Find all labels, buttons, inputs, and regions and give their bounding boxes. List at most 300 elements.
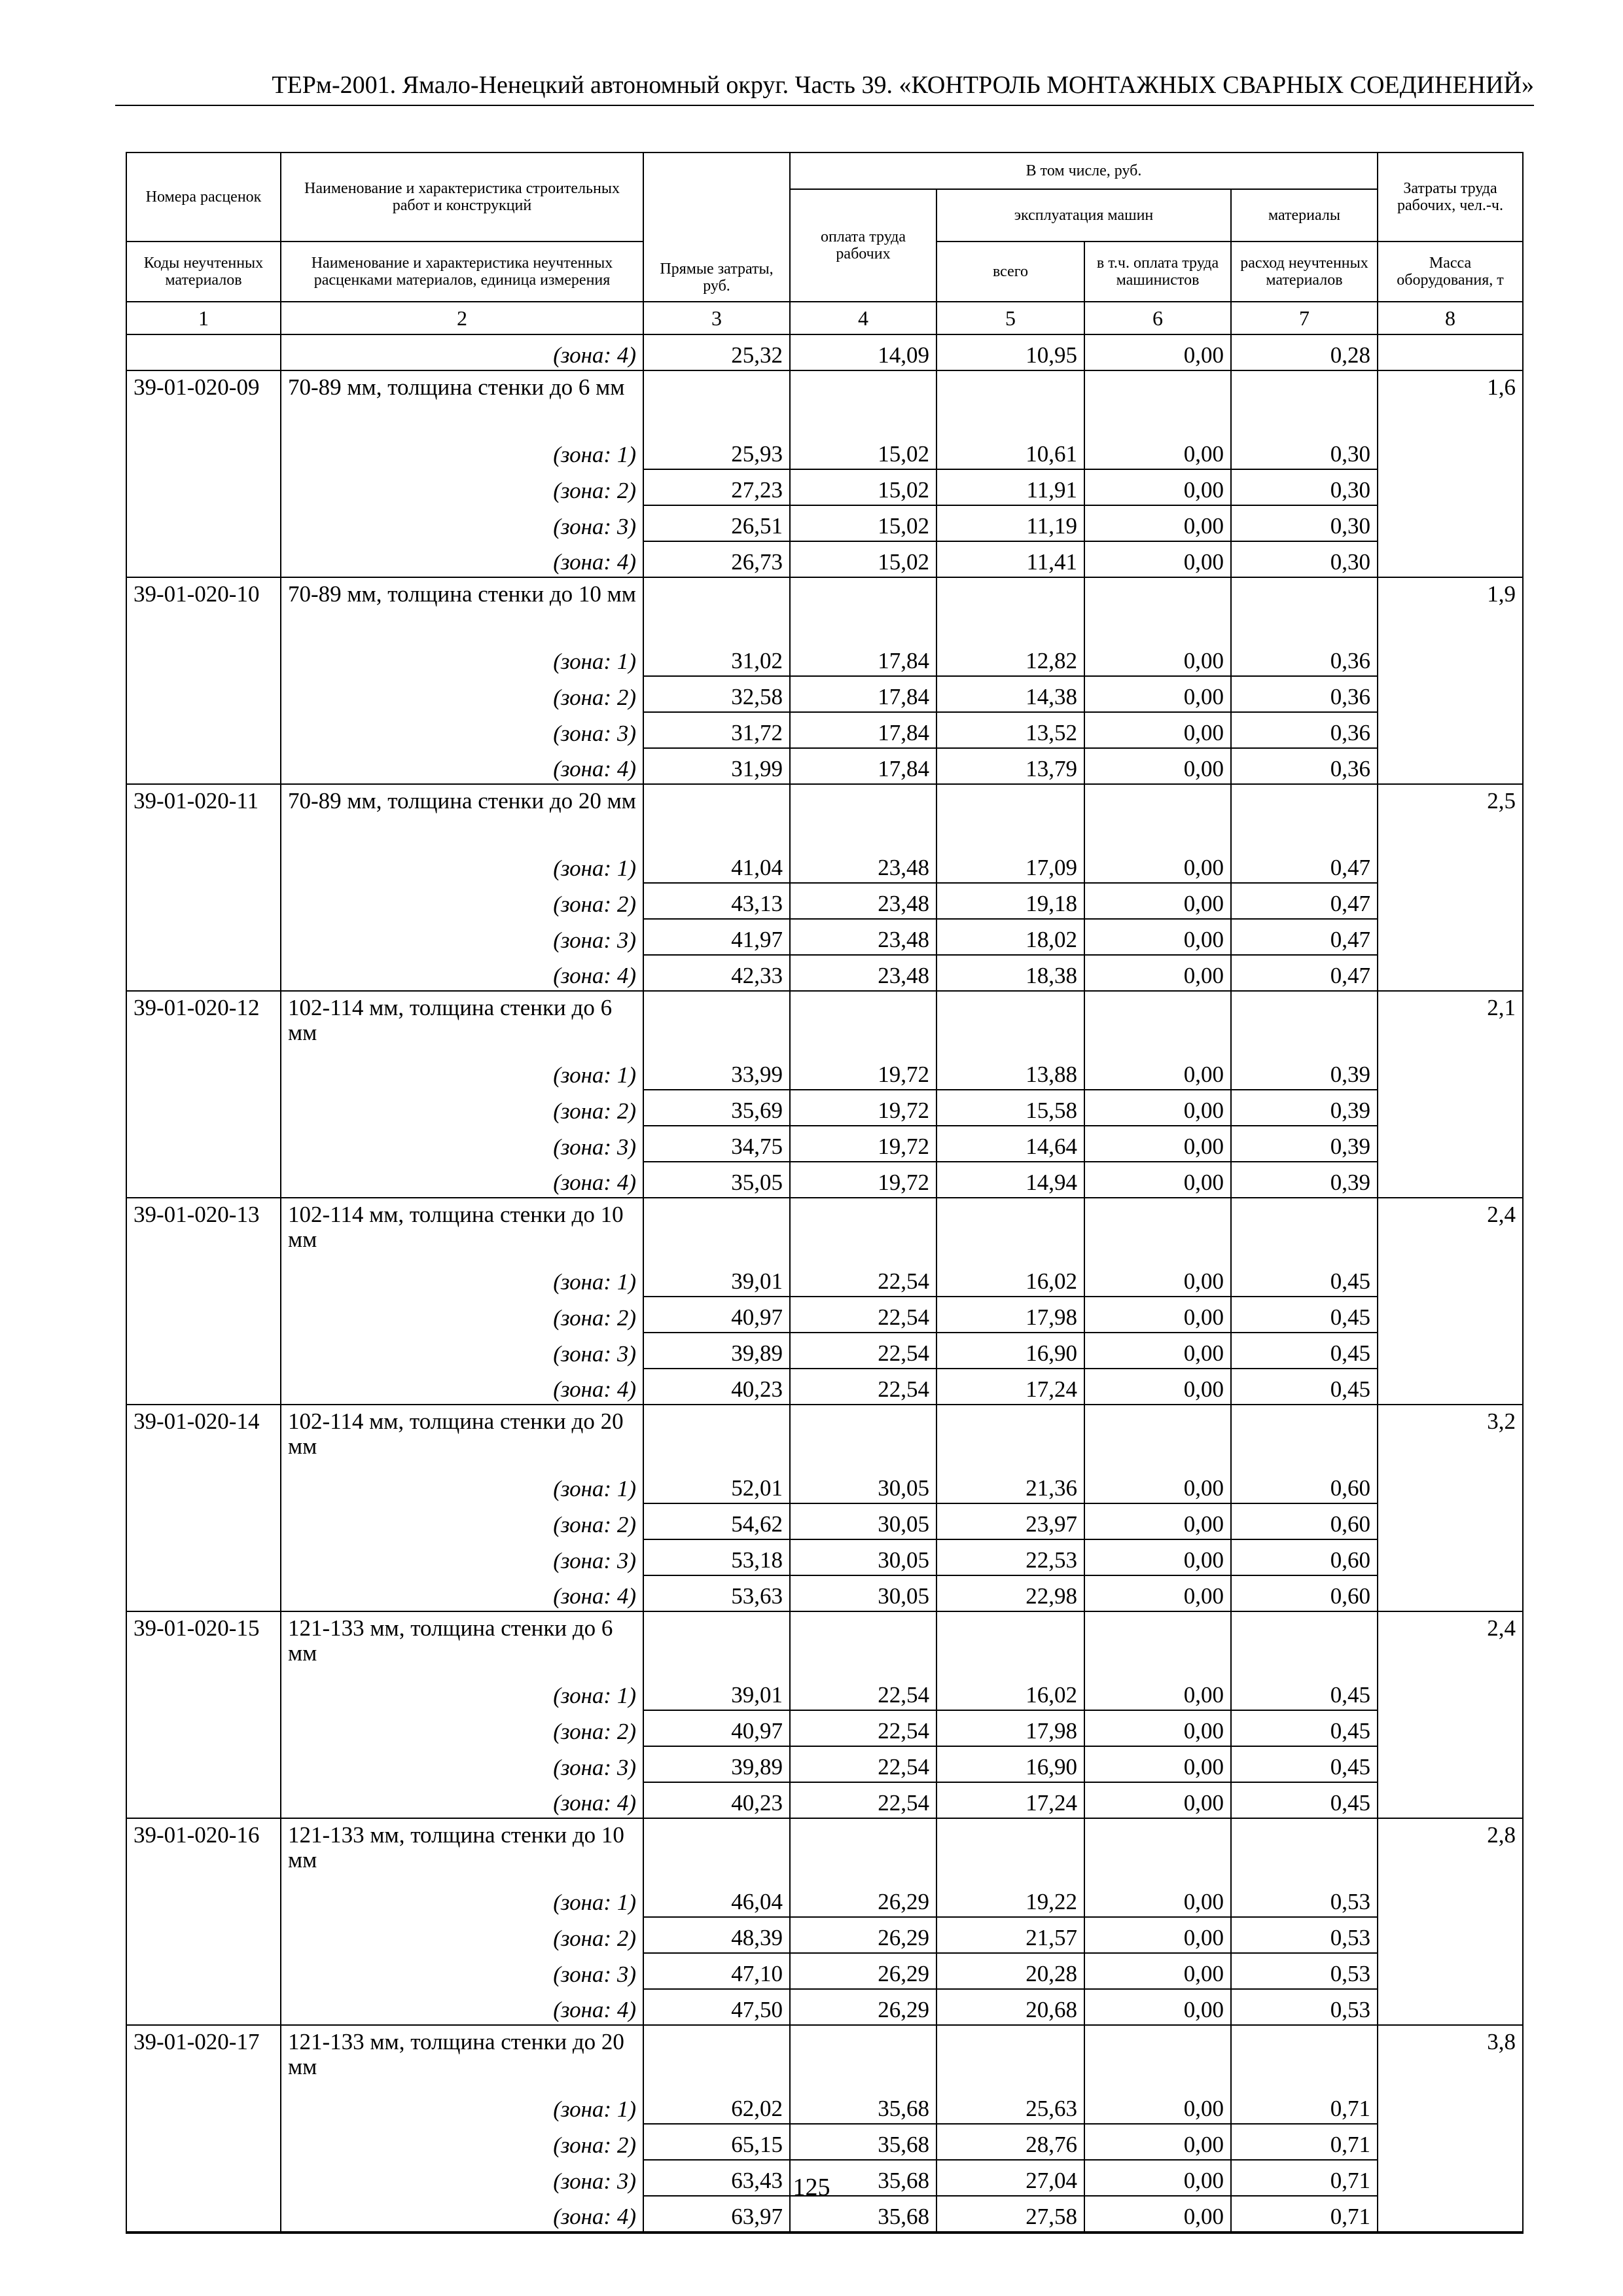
materials-cell: 0,45 bbox=[1231, 1746, 1378, 1782]
materials-cell: 0,71 bbox=[1231, 2089, 1378, 2124]
rate-description: 121-133 мм, толщина стенки до 10 мм bbox=[281, 1818, 643, 1882]
table-row bbox=[126, 505, 1523, 541]
header-materials: материалы bbox=[1231, 189, 1378, 242]
empty-cell bbox=[126, 1369, 281, 1405]
table-row bbox=[126, 748, 1523, 784]
empty-cell bbox=[1378, 505, 1523, 541]
operator-pay-cell: 0,00 bbox=[1084, 1989, 1231, 2025]
zone-label: (зона: 1) bbox=[281, 641, 643, 676]
direct-cost-cell: 52,01 bbox=[643, 1468, 790, 1503]
materials-cell: 0,30 bbox=[1231, 434, 1378, 469]
header-machine-total: всего bbox=[936, 242, 1084, 302]
header-material-names: Наименование и характеристика неучтенных расценками материалов, единица измерения bbox=[281, 242, 643, 302]
operator-pay-cell: 0,00 bbox=[1084, 1746, 1231, 1782]
materials-cell: 0,47 bbox=[1231, 919, 1378, 955]
empty-cell bbox=[126, 1539, 281, 1575]
operator-pay-cell: 0,00 bbox=[1084, 1675, 1231, 1710]
empty-cell bbox=[1378, 1503, 1523, 1539]
zone-label: (зона: 1) bbox=[281, 1468, 643, 1503]
empty-cell bbox=[1084, 370, 1231, 434]
empty-cell bbox=[790, 1198, 936, 1261]
worker-pay-cell: 19,72 bbox=[790, 1162, 936, 1198]
empty-cell bbox=[126, 1953, 281, 1989]
machine-total-cell: 22,98 bbox=[936, 1575, 1084, 1611]
worker-pay-cell: 22,54 bbox=[790, 1333, 936, 1369]
table-row bbox=[126, 1539, 1523, 1575]
empty-cell bbox=[1378, 1989, 1523, 2025]
zone-label: (зона: 3) bbox=[281, 505, 643, 541]
machine-total-cell: 14,64 bbox=[936, 1126, 1084, 1162]
empty-cell bbox=[1378, 1539, 1523, 1575]
empty-cell bbox=[1378, 1090, 1523, 1126]
zone-label: (зона: 2) bbox=[281, 1917, 643, 1953]
worker-pay-cell: 17,84 bbox=[790, 641, 936, 676]
empty-cell bbox=[936, 370, 1084, 434]
header-work-name: Наименование и характеристика строительных работ и конструкций bbox=[281, 152, 643, 242]
rate-description: 121-133 мм, толщина стенки до 6 мм bbox=[281, 1611, 643, 1675]
empty-cell bbox=[1084, 1611, 1231, 1675]
zone-label: (зона: 3) bbox=[281, 712, 643, 748]
table-row bbox=[126, 1126, 1523, 1162]
direct-cost-cell: 39,01 bbox=[643, 1675, 790, 1710]
empty-cell bbox=[790, 1405, 936, 1468]
empty-cell bbox=[643, 1818, 790, 1882]
direct-cost-cell: 39,89 bbox=[643, 1746, 790, 1782]
rate-entry-row bbox=[126, 1818, 1523, 1882]
worker-pay-cell: 22,54 bbox=[790, 1746, 936, 1782]
machine-total-cell: 27,04 bbox=[936, 2160, 1084, 2196]
equipment-mass: 2,8 bbox=[1378, 1818, 1523, 1882]
materials-cell: 0,36 bbox=[1231, 748, 1378, 784]
worker-pay-cell: 23,48 bbox=[790, 919, 936, 955]
rate-code: 39-01-020-09 bbox=[126, 370, 281, 434]
zone-label: (зона: 4) bbox=[281, 1782, 643, 1818]
empty-cell bbox=[126, 1675, 281, 1710]
rates-table bbox=[126, 152, 1524, 2234]
direct-cost-cell: 41,04 bbox=[643, 848, 790, 883]
rate-description: 121-133 мм, толщина стенки до 20 мм bbox=[281, 2025, 643, 2089]
zone-label: (зона: 4) bbox=[281, 1989, 643, 2025]
operator-pay-cell: 0,00 bbox=[1084, 434, 1231, 469]
zone-label: (зона: 2) bbox=[281, 1503, 643, 1539]
empty-cell bbox=[126, 2089, 281, 2124]
zone-label: (зона: 1) bbox=[281, 434, 643, 469]
direct-cost-cell: 53,18 bbox=[643, 1539, 790, 1575]
zone-label: (зона: 2) bbox=[281, 1090, 643, 1126]
machine-total-cell: 18,38 bbox=[936, 955, 1084, 991]
materials-cell: 0,36 bbox=[1231, 641, 1378, 676]
operator-pay-cell: 0,00 bbox=[1084, 1503, 1231, 1539]
empty-cell bbox=[1231, 2025, 1378, 2089]
worker-pay-cell: 35,68 bbox=[790, 2160, 936, 2196]
machine-total-cell: 19,22 bbox=[936, 1882, 1084, 1917]
direct-cost-cell: 46,04 bbox=[643, 1882, 790, 1917]
materials-cell: 0,60 bbox=[1231, 1539, 1378, 1575]
column-number: 5 bbox=[936, 302, 1084, 334]
empty-cell bbox=[126, 1746, 281, 1782]
machine-total-cell: 25,63 bbox=[936, 2089, 1084, 2124]
zone-label: (зона: 2) bbox=[281, 469, 643, 505]
materials-cell: 0,39 bbox=[1231, 1162, 1378, 1198]
empty-cell bbox=[1378, 2124, 1523, 2160]
table-row bbox=[126, 1575, 1523, 1611]
rate-entry-row bbox=[126, 1611, 1523, 1675]
zone-label: (зона: 4) bbox=[281, 955, 643, 991]
empty-cell bbox=[126, 1054, 281, 1090]
operator-pay-cell: 0,00 bbox=[1084, 676, 1231, 712]
empty-cell bbox=[1378, 712, 1523, 748]
machine-total-cell: 11,41 bbox=[936, 541, 1084, 577]
operator-pay-cell: 0,00 bbox=[1084, 2124, 1231, 2160]
empty-cell bbox=[643, 1198, 790, 1261]
empty-cell bbox=[936, 1818, 1084, 1882]
worker-pay-cell: 17,84 bbox=[790, 748, 936, 784]
rate-description: 102-114 мм, толщина стенки до 20 мм bbox=[281, 1405, 643, 1468]
materials-cell: 0,30 bbox=[1231, 505, 1378, 541]
empty-cell bbox=[1231, 784, 1378, 848]
empty-cell bbox=[1378, 1126, 1523, 1162]
direct-cost-cell: 33,99 bbox=[643, 1054, 790, 1090]
zone-label: (зона: 3) bbox=[281, 1126, 643, 1162]
operator-pay-cell: 0,00 bbox=[1084, 955, 1231, 991]
empty-cell bbox=[126, 1162, 281, 1198]
empty-cell bbox=[126, 334, 281, 370]
empty-cell bbox=[936, 577, 1084, 641]
rate-code: 39-01-020-12 bbox=[126, 991, 281, 1054]
operator-pay-cell: 0,00 bbox=[1084, 505, 1231, 541]
machine-total-cell: 13,88 bbox=[936, 1054, 1084, 1090]
empty-cell bbox=[790, 991, 936, 1054]
empty-cell bbox=[1084, 991, 1231, 1054]
worker-pay-cell: 30,05 bbox=[790, 1468, 936, 1503]
rate-description: 70-89 мм, толщина стенки до 10 мм bbox=[281, 577, 643, 641]
direct-cost-cell: 54,62 bbox=[643, 1503, 790, 1539]
empty-cell bbox=[126, 1468, 281, 1503]
worker-pay-cell: 30,05 bbox=[790, 1575, 936, 1611]
empty-cell bbox=[126, 1090, 281, 1126]
empty-cell bbox=[126, 1333, 281, 1369]
direct-cost-cell: 53,63 bbox=[643, 1575, 790, 1611]
rate-code: 39-01-020-15 bbox=[126, 1611, 281, 1675]
empty-cell bbox=[1231, 577, 1378, 641]
rate-code: 39-01-020-13 bbox=[126, 1198, 281, 1261]
direct-cost-cell: 35,05 bbox=[643, 1162, 790, 1198]
zone-label: (зона: 3) bbox=[281, 1953, 643, 1989]
empty-cell bbox=[126, 1882, 281, 1917]
worker-pay-cell: 23,48 bbox=[790, 848, 936, 883]
machine-total-cell: 15,58 bbox=[936, 1090, 1084, 1126]
empty-cell bbox=[790, 1611, 936, 1675]
zone-label: (зона: 4) bbox=[281, 1162, 643, 1198]
equipment-mass: 1,6 bbox=[1378, 370, 1523, 434]
worker-pay-cell: 19,72 bbox=[790, 1090, 936, 1126]
zone-label: (зона: 4) bbox=[281, 748, 643, 784]
worker-pay-cell: 17,84 bbox=[790, 676, 936, 712]
machine-total-cell: 17,24 bbox=[936, 1782, 1084, 1818]
materials-cell: 0,71 bbox=[1231, 2124, 1378, 2160]
table-row bbox=[126, 1297, 1523, 1333]
empty-cell bbox=[126, 883, 281, 919]
worker-pay-cell: 22,54 bbox=[790, 1675, 936, 1710]
table-row bbox=[126, 1333, 1523, 1369]
empty-cell bbox=[1084, 1198, 1231, 1261]
zone-label: (зона: 2) bbox=[281, 1710, 643, 1746]
zone-label: (зона: 4) bbox=[281, 541, 643, 577]
table-row bbox=[126, 955, 1523, 991]
operator-pay-cell: 0,00 bbox=[1084, 1782, 1231, 1818]
machine-total-cell: 16,02 bbox=[936, 1675, 1084, 1710]
direct-cost-cell: 40,97 bbox=[643, 1710, 790, 1746]
zone-label: (зона: 3) bbox=[281, 919, 643, 955]
direct-cost-cell: 43,13 bbox=[643, 883, 790, 919]
direct-cost-cell: 65,15 bbox=[643, 2124, 790, 2160]
equipment-mass: 3,8 bbox=[1378, 2025, 1523, 2089]
zone-label: (зона: 2) bbox=[281, 2124, 643, 2160]
empty-cell bbox=[126, 919, 281, 955]
materials-cell: 0,47 bbox=[1231, 883, 1378, 919]
empty-cell bbox=[643, 2025, 790, 2089]
empty-cell bbox=[1378, 1746, 1523, 1782]
empty-cell bbox=[1231, 1818, 1378, 1882]
zone-label: (зона: 1) bbox=[281, 848, 643, 883]
table-row bbox=[126, 848, 1523, 883]
machine-total-cell: 11,19 bbox=[936, 505, 1084, 541]
empty-cell bbox=[643, 1611, 790, 1675]
worker-pay-cell: 23,48 bbox=[790, 883, 936, 919]
machine-total-cell: 19,18 bbox=[936, 883, 1084, 919]
worker-pay-cell: 23,48 bbox=[790, 955, 936, 991]
machine-total-cell: 10,95 bbox=[936, 334, 1084, 370]
worker-pay-cell: 15,02 bbox=[790, 541, 936, 577]
table-row bbox=[126, 1710, 1523, 1746]
materials-cell: 0,36 bbox=[1231, 676, 1378, 712]
empty-cell bbox=[1084, 2025, 1231, 2089]
operator-pay-cell: 0,00 bbox=[1084, 1917, 1231, 1953]
zone-label: (зона: 2) bbox=[281, 1297, 643, 1333]
machine-total-cell: 22,53 bbox=[936, 1539, 1084, 1575]
zone-label: (зона: 4) bbox=[281, 1369, 643, 1405]
empty-cell bbox=[1378, 1333, 1523, 1369]
empty-cell bbox=[790, 2025, 936, 2089]
empty-cell bbox=[1378, 1575, 1523, 1611]
operator-pay-cell: 0,00 bbox=[1084, 1539, 1231, 1575]
empty-cell bbox=[126, 1575, 281, 1611]
worker-pay-cell: 22,54 bbox=[790, 1782, 936, 1818]
column-number: 4 bbox=[790, 302, 936, 334]
empty-cell bbox=[1378, 1054, 1523, 1090]
machine-total-cell: 16,90 bbox=[936, 1746, 1084, 1782]
equipment-mass: 1,9 bbox=[1378, 577, 1523, 641]
machine-total-cell: 20,68 bbox=[936, 1989, 1084, 2025]
equipment-mass: 2,4 bbox=[1378, 1611, 1523, 1675]
worker-pay-cell: 35,68 bbox=[790, 2089, 936, 2124]
worker-pay-cell: 19,72 bbox=[790, 1054, 936, 1090]
empty-cell bbox=[790, 1818, 936, 1882]
operator-pay-cell: 0,00 bbox=[1084, 919, 1231, 955]
direct-cost-cell: 25,32 bbox=[643, 334, 790, 370]
empty-cell bbox=[790, 370, 936, 434]
operator-pay-cell: 0,00 bbox=[1084, 848, 1231, 883]
materials-cell: 0,39 bbox=[1231, 1090, 1378, 1126]
empty-cell bbox=[126, 1710, 281, 1746]
empty-cell bbox=[1084, 1405, 1231, 1468]
machine-total-cell: 17,98 bbox=[936, 1710, 1084, 1746]
empty-cell bbox=[1231, 1611, 1378, 1675]
machine-total-cell: 21,57 bbox=[936, 1917, 1084, 1953]
materials-cell: 0,36 bbox=[1231, 712, 1378, 748]
empty-cell bbox=[936, 1405, 1084, 1468]
machine-total-cell: 16,02 bbox=[936, 1261, 1084, 1297]
materials-cell: 0,60 bbox=[1231, 1503, 1378, 1539]
direct-cost-cell: 34,75 bbox=[643, 1126, 790, 1162]
empty-cell bbox=[936, 2025, 1084, 2089]
worker-pay-cell: 22,54 bbox=[790, 1369, 936, 1405]
materials-cell: 0,60 bbox=[1231, 1468, 1378, 1503]
rate-code: 39-01-020-14 bbox=[126, 1405, 281, 1468]
empty-cell bbox=[1378, 2089, 1523, 2124]
empty-cell bbox=[1231, 1405, 1378, 1468]
direct-cost-cell: 31,02 bbox=[643, 641, 790, 676]
equipment-mass: 2,1 bbox=[1378, 991, 1523, 1054]
empty-cell bbox=[643, 370, 790, 434]
operator-pay-cell: 0,00 bbox=[1084, 334, 1231, 370]
table-row bbox=[126, 1468, 1523, 1503]
table-row bbox=[126, 469, 1523, 505]
operator-pay-cell: 0,00 bbox=[1084, 883, 1231, 919]
operator-pay-cell: 0,00 bbox=[1084, 541, 1231, 577]
machine-total-cell: 28,76 bbox=[936, 2124, 1084, 2160]
operator-pay-cell: 0,00 bbox=[1084, 748, 1231, 784]
materials-cell: 0,28 bbox=[1231, 334, 1378, 370]
empty-cell bbox=[126, 748, 281, 784]
column-numbers-row bbox=[126, 302, 1523, 334]
operator-pay-cell: 0,00 bbox=[1084, 1162, 1231, 1198]
table-row bbox=[126, 1162, 1523, 1198]
direct-cost-cell: 31,99 bbox=[643, 748, 790, 784]
column-number: 3 bbox=[643, 302, 790, 334]
empty-cell bbox=[126, 641, 281, 676]
worker-pay-cell: 30,05 bbox=[790, 1539, 936, 1575]
table-row bbox=[126, 541, 1523, 577]
header-including: В том числе, руб. bbox=[790, 152, 1378, 189]
operator-pay-cell: 0,00 bbox=[1084, 1953, 1231, 1989]
zone-label: (зона: 4) bbox=[281, 334, 643, 370]
header-material-codes: Коды неучтенных материалов bbox=[126, 242, 281, 302]
table-row bbox=[126, 334, 1523, 370]
machine-total-cell: 12,82 bbox=[936, 641, 1084, 676]
direct-cost-cell: 63,43 bbox=[643, 2160, 790, 2196]
worker-pay-cell: 30,05 bbox=[790, 1503, 936, 1539]
rate-entry-row bbox=[126, 784, 1523, 848]
empty-cell bbox=[1378, 1369, 1523, 1405]
machine-total-cell: 16,90 bbox=[936, 1333, 1084, 1369]
materials-cell: 0,45 bbox=[1231, 1710, 1378, 1746]
direct-cost-cell: 40,97 bbox=[643, 1297, 790, 1333]
empty-cell bbox=[1378, 676, 1523, 712]
machine-total-cell: 20,28 bbox=[936, 1953, 1084, 1989]
zone-label: (зона: 2) bbox=[281, 676, 643, 712]
machine-total-cell: 14,38 bbox=[936, 676, 1084, 712]
worker-pay-cell: 26,29 bbox=[790, 1917, 936, 1953]
materials-cell: 0,30 bbox=[1231, 469, 1378, 505]
empty-cell bbox=[126, 1297, 281, 1333]
zone-label: (зона: 3) bbox=[281, 1333, 643, 1369]
operator-pay-cell: 0,00 bbox=[1084, 2160, 1231, 2196]
empty-cell bbox=[1378, 1953, 1523, 1989]
empty-cell bbox=[126, 505, 281, 541]
machine-total-cell: 13,79 bbox=[936, 748, 1084, 784]
empty-cell bbox=[1231, 370, 1378, 434]
rates-table-container bbox=[126, 152, 1522, 2234]
direct-cost-cell: 40,23 bbox=[643, 1782, 790, 1818]
empty-cell bbox=[126, 541, 281, 577]
materials-cell: 0,39 bbox=[1231, 1054, 1378, 1090]
operator-pay-cell: 0,00 bbox=[1084, 1054, 1231, 1090]
empty-cell bbox=[1378, 1162, 1523, 1198]
table-row bbox=[126, 1746, 1523, 1782]
worker-pay-cell: 35,68 bbox=[790, 2124, 936, 2160]
header-material-consumption: расход неучтенных материалов bbox=[1231, 242, 1378, 302]
table-row bbox=[126, 1917, 1523, 1953]
header-equipment-mass: Масса оборудования, т bbox=[1378, 242, 1523, 302]
empty-cell bbox=[1378, 1882, 1523, 1917]
materials-cell: 0,45 bbox=[1231, 1675, 1378, 1710]
empty-cell bbox=[790, 577, 936, 641]
table-row bbox=[126, 1090, 1523, 1126]
direct-cost-cell: 27,23 bbox=[643, 469, 790, 505]
worker-pay-cell: 17,84 bbox=[790, 712, 936, 748]
machine-total-cell: 13,52 bbox=[936, 712, 1084, 748]
header-worker-pay: оплата труда рабочих bbox=[790, 189, 936, 302]
materials-cell: 0,30 bbox=[1231, 541, 1378, 577]
empty-cell bbox=[126, 676, 281, 712]
empty-cell bbox=[1084, 577, 1231, 641]
machine-total-cell: 17,98 bbox=[936, 1297, 1084, 1333]
operator-pay-cell: 0,00 bbox=[1084, 1468, 1231, 1503]
empty-cell bbox=[126, 712, 281, 748]
materials-cell: 0,45 bbox=[1231, 1782, 1378, 1818]
empty-cell bbox=[643, 577, 790, 641]
zone-label: (зона: 3) bbox=[281, 1746, 643, 1782]
table-header bbox=[126, 152, 1523, 334]
empty-cell bbox=[1378, 434, 1523, 469]
empty-cell bbox=[126, 1261, 281, 1297]
empty-cell bbox=[126, 1503, 281, 1539]
table-row bbox=[126, 1675, 1523, 1710]
zone-label: (зона: 2) bbox=[281, 883, 643, 919]
header-labor-costs: Затраты труда рабочих, чел.-ч. bbox=[1378, 152, 1523, 242]
operator-pay-cell: 0,00 bbox=[1084, 641, 1231, 676]
column-number: 7 bbox=[1231, 302, 1378, 334]
materials-cell: 0,71 bbox=[1231, 2196, 1378, 2233]
rate-entry-row bbox=[126, 2025, 1523, 2089]
zone-label: (зона: 4) bbox=[281, 1575, 643, 1611]
operator-pay-cell: 0,00 bbox=[1084, 2196, 1231, 2233]
materials-cell: 0,53 bbox=[1231, 1882, 1378, 1917]
direct-cost-cell: 48,39 bbox=[643, 1917, 790, 1953]
column-number: 8 bbox=[1378, 302, 1523, 334]
direct-cost-cell: 26,73 bbox=[643, 541, 790, 577]
table-row bbox=[126, 1953, 1523, 1989]
rate-description: 102-114 мм, толщина стенки до 10 мм bbox=[281, 1198, 643, 1261]
empty-cell bbox=[936, 1198, 1084, 1261]
direct-cost-cell: 32,58 bbox=[643, 676, 790, 712]
operator-pay-cell: 0,00 bbox=[1084, 1261, 1231, 1297]
table-row bbox=[126, 676, 1523, 712]
rate-code: 39-01-020-11 bbox=[126, 784, 281, 848]
empty-cell bbox=[1378, 334, 1523, 370]
materials-cell: 0,53 bbox=[1231, 1953, 1378, 1989]
